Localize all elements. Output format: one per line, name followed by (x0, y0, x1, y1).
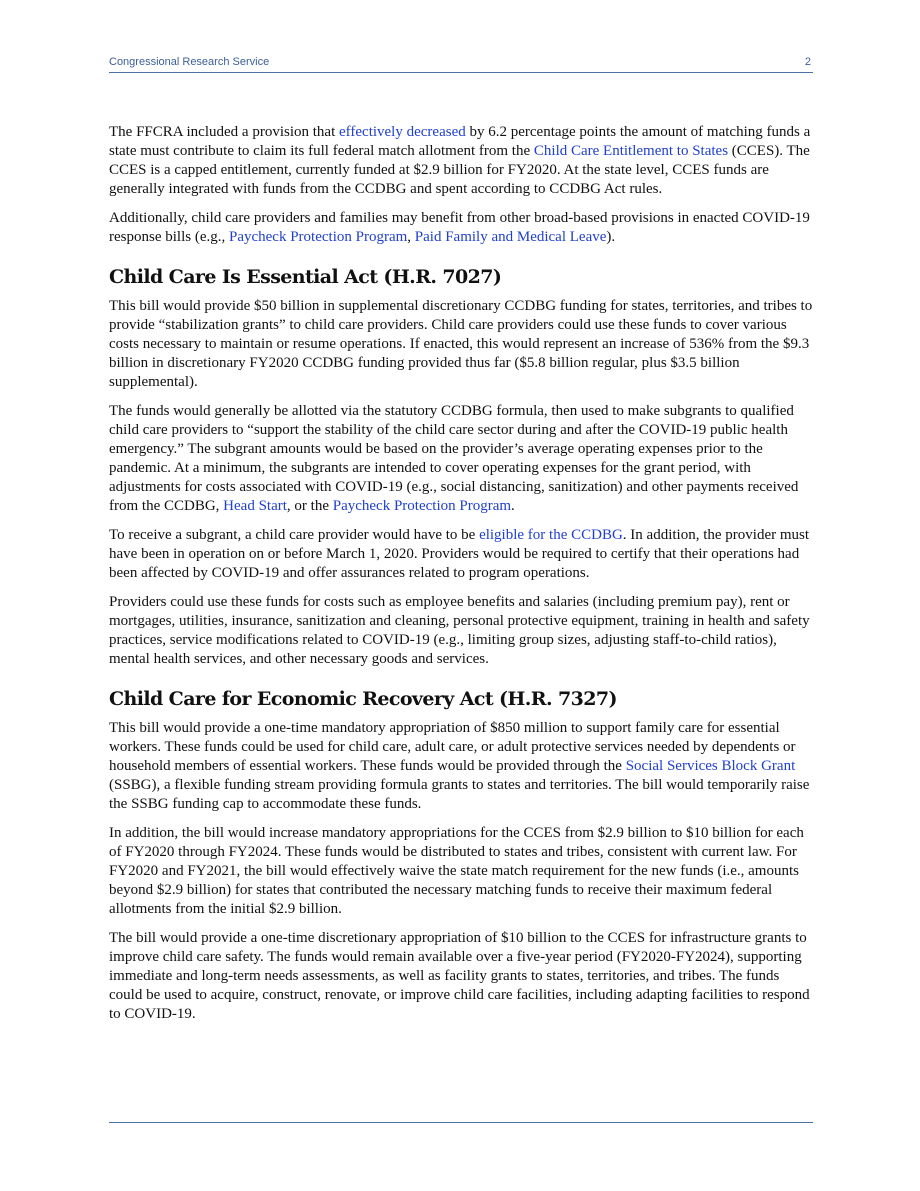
paragraph-essential-workers (109, 719, 815, 814)
document-body (109, 123, 815, 1034)
link-eligible-for-ccdbg[interactable]: eligible for the CCDBG (479, 527, 623, 543)
paragraph-cces-increase: In addition, the bill would increase mandatory appropriations for the CCES from $2.9 billion to $10 billion for each of FY2020 through FY2024. These funds would be distributed to states and tribes, consistent with current law. For FY2020 and FY2021, the bill would effectively waive the state match requirement for the new funds (i.e., amounts beyond $2.9 billion) for states that contributed the necessary matching funds to receive their maximum federal allotments from the initial $2.9 billion. (109, 825, 804, 917)
paragraph-stabilization-grants: This bill would provide $50 billion in supplemental discretionary CCDBG funding for states, territories, and tribes to provide “stabilization grants” to child care providers. Child care providers could use these funds to cover various costs necessary to maintain or resume operations. If enacted, this would represent an increase of 536% from the $9.3 billion in discretionary FY2020 CCDBG funding provided thus far ($5.8 billion regular, plus $3.5 billion supplemental). (109, 298, 813, 390)
link-paycheck-protection-program[interactable]: Paycheck Protection Program (228, 229, 408, 245)
text: , (407, 229, 415, 245)
paragraph-infrastructure-grants: The bill would provide a one-time discretionary appropriation of $10 billion to the CCES for infrastructure grants to improve child care safety. The funds would remain available over a five-year period (FY2020-FY2024), supporting immediate and long-term needs assessments, as well as facility grants to states, territories, and tribes. The funds could be used to acquire, construct, renovate, or improve child care facilities, including adapting facilities to respond to COVID-19. (109, 930, 810, 1022)
link-paycheck-protection-program-2[interactable]: Paycheck Protection Program (332, 498, 512, 514)
text: To receive a subgrant, a child care provider would have to be (109, 527, 480, 543)
link-effectively-decreased[interactable]: effectively decreased (339, 124, 466, 140)
paragraph-subgrant-eligibility (109, 526, 815, 583)
text: Additionally, child care providers and families may benefit from other broad-based provisions in enacted COVID-19 response bills (e.g., (109, 210, 810, 245)
heading-child-care-is-essential-act: Child Care Is Essential Act (H.R. 7027) (109, 266, 502, 288)
link-head-start[interactable]: Head Start (223, 498, 287, 514)
page-header (109, 56, 813, 73)
paragraph-subgrant-formula (109, 402, 815, 516)
text: (CCES). The CCES is a capped entitlement, currently funded at $2.9 billion for FY2020. At the state level, CCES funds are generally integrated with funds from the CCDBG and spent according to CCDBG Act rules. (109, 143, 810, 197)
text: , or the (286, 498, 333, 514)
footer-rule (109, 1122, 813, 1123)
page-number: 2 (804, 56, 811, 68)
text: by 6.2 percentage points the amount of matching funds a state must contribute to claim its full federal match allotment from the (109, 124, 811, 159)
heading-child-care-economic-recovery-act: Child Care for Economic Recovery Act (H.R. 7327) (109, 688, 617, 710)
text: ). (606, 229, 616, 245)
text: This bill would provide a one-time mandatory appropriation of $850 million to support family care for essential workers. These funds could be used for child care, adult care, or adult protective services needed by dependents or household members of essential workers. These funds would be provided through the (109, 720, 796, 774)
text: The funds would generally be allotted via the statutory CCDBG formula, then used to make subgrants to qualified child care providers to “support the stability of the child care sector during and after the COVID-19 public health emergency.” The subgrant amounts would be based on the provider’s average operating expenses prior to the pandemic. At a minimum, the subgrants are intended to cover operating expenses for the grant period, with adjustments for costs associated with COVID-19 (e.g., social distancing, sanitization) and other payments received from the CCDBG, (109, 403, 799, 514)
text: The FFCRA included a provision that (109, 124, 339, 140)
paragraph-allowable-costs: Providers could use these funds for costs such as employee benefits and salaries (including premium pay), rent or mortgages, utilities, insurance, sanitization and cleaning, personal protective equipment, training in health and safety practices, service modifications related to COVID-19 (e.g., limiting group sizes, adjusting staff-to-child ratios), mental health services, and other necessary goods and services. (109, 594, 810, 667)
paragraph-broad-provisions (109, 209, 815, 247)
link-social-services-block-grant[interactable]: Social Services Block Grant (625, 758, 796, 774)
paragraph-ffcra (109, 123, 815, 199)
link-cces[interactable]: Child Care Entitlement to States (533, 143, 729, 159)
link-paid-family-medical-leave[interactable]: Paid Family and Medical Leave (414, 229, 607, 245)
header-org-name: Congressional Research Service (109, 56, 270, 68)
text: . (511, 498, 515, 514)
text: (SSBG), a flexible funding stream providing formula grants to states and territories. The bill would temporarily raise the SSBG funding cap to accommodate these funds. (109, 777, 810, 812)
text: . In addition, the provider must have been in operation on or before March 1, 2020. Providers would be required to certify that their operations had been affected by COVID-19 and offer assurances related to program operations. (109, 527, 810, 581)
